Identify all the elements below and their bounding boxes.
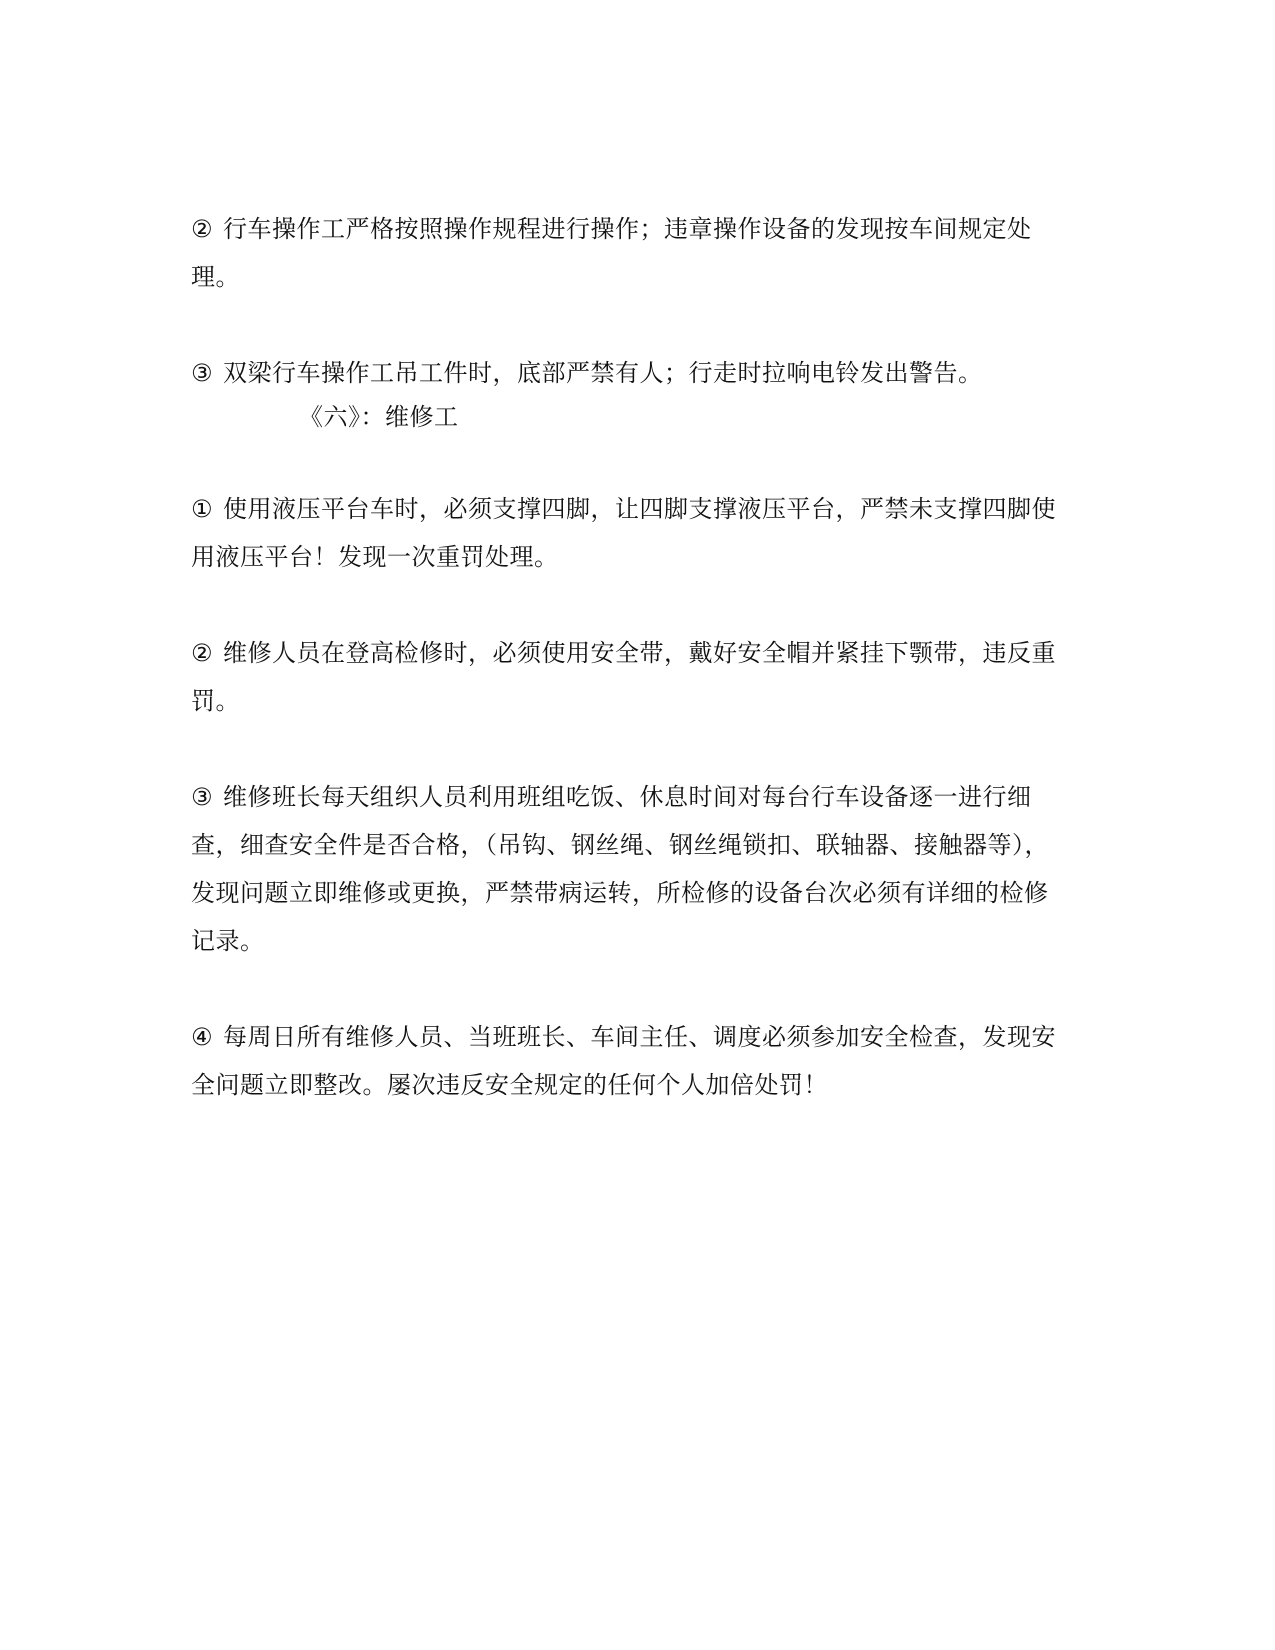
paragraph-gap <box>191 725 1071 773</box>
paragraph-text: 维修班长每天组织人员利用班组吃饭、休息时间对每台行车设备逐一进行细查，细查安全件是否合格，（吊钩、钢丝绳、钢丝绳锁扣、联轴器、接触器等），发现问题立即维修或更换，严禁带病运转，所检修的设备台次必须有详细的检修记录。 <box>191 783 1049 955</box>
paragraph-gap <box>191 581 1071 629</box>
paragraph-text: 每周日所有维修人员、当班班长、车间主任、调度必须参加安全检查，发现安全问题立即整改。屡次违反安全规定的任何个人加倍处罚！ <box>191 1023 1057 1099</box>
paragraph-5-3 <box>191 349 1071 397</box>
paragraph-6-4 <box>191 1013 1071 1109</box>
item-number: ③ <box>191 359 214 387</box>
section-heading-6: 《六》：维修工 <box>299 403 459 431</box>
paragraph-6-2 <box>191 629 1071 725</box>
paragraph-text: 双梁行车操作工吊工件时，底部严禁有人；行走时拉响电铃发出警告。 <box>223 359 983 387</box>
item-number: ① <box>191 495 214 523</box>
paragraph-gap <box>191 301 1071 349</box>
paragraph-text: 使用液压平台车时，必须支撑四脚，让四脚支撑液压平台，严禁未支撑四脚使用液压平台！发现一次重罚处理。 <box>191 495 1057 571</box>
paragraph-6-1 <box>191 485 1071 581</box>
paragraph-6-3 <box>191 773 1071 965</box>
paragraph-text: 行车操作工严格按照操作规程进行操作；违章操作设备的发现按车间规定处理。 <box>191 215 1032 291</box>
item-number: ④ <box>191 1023 214 1051</box>
paragraph-gap <box>191 437 1071 485</box>
paragraph-5-2 <box>191 205 1071 301</box>
item-number: ② <box>191 639 214 667</box>
item-number: ② <box>191 215 214 243</box>
document-body <box>191 205 1071 1109</box>
paragraph-gap <box>191 965 1071 1013</box>
item-number: ③ <box>191 783 214 811</box>
paragraph-text: 维修人员在登高检修时，必须使用安全带，戴好安全帽并紧挂下颚带，违反重罚。 <box>191 639 1057 715</box>
